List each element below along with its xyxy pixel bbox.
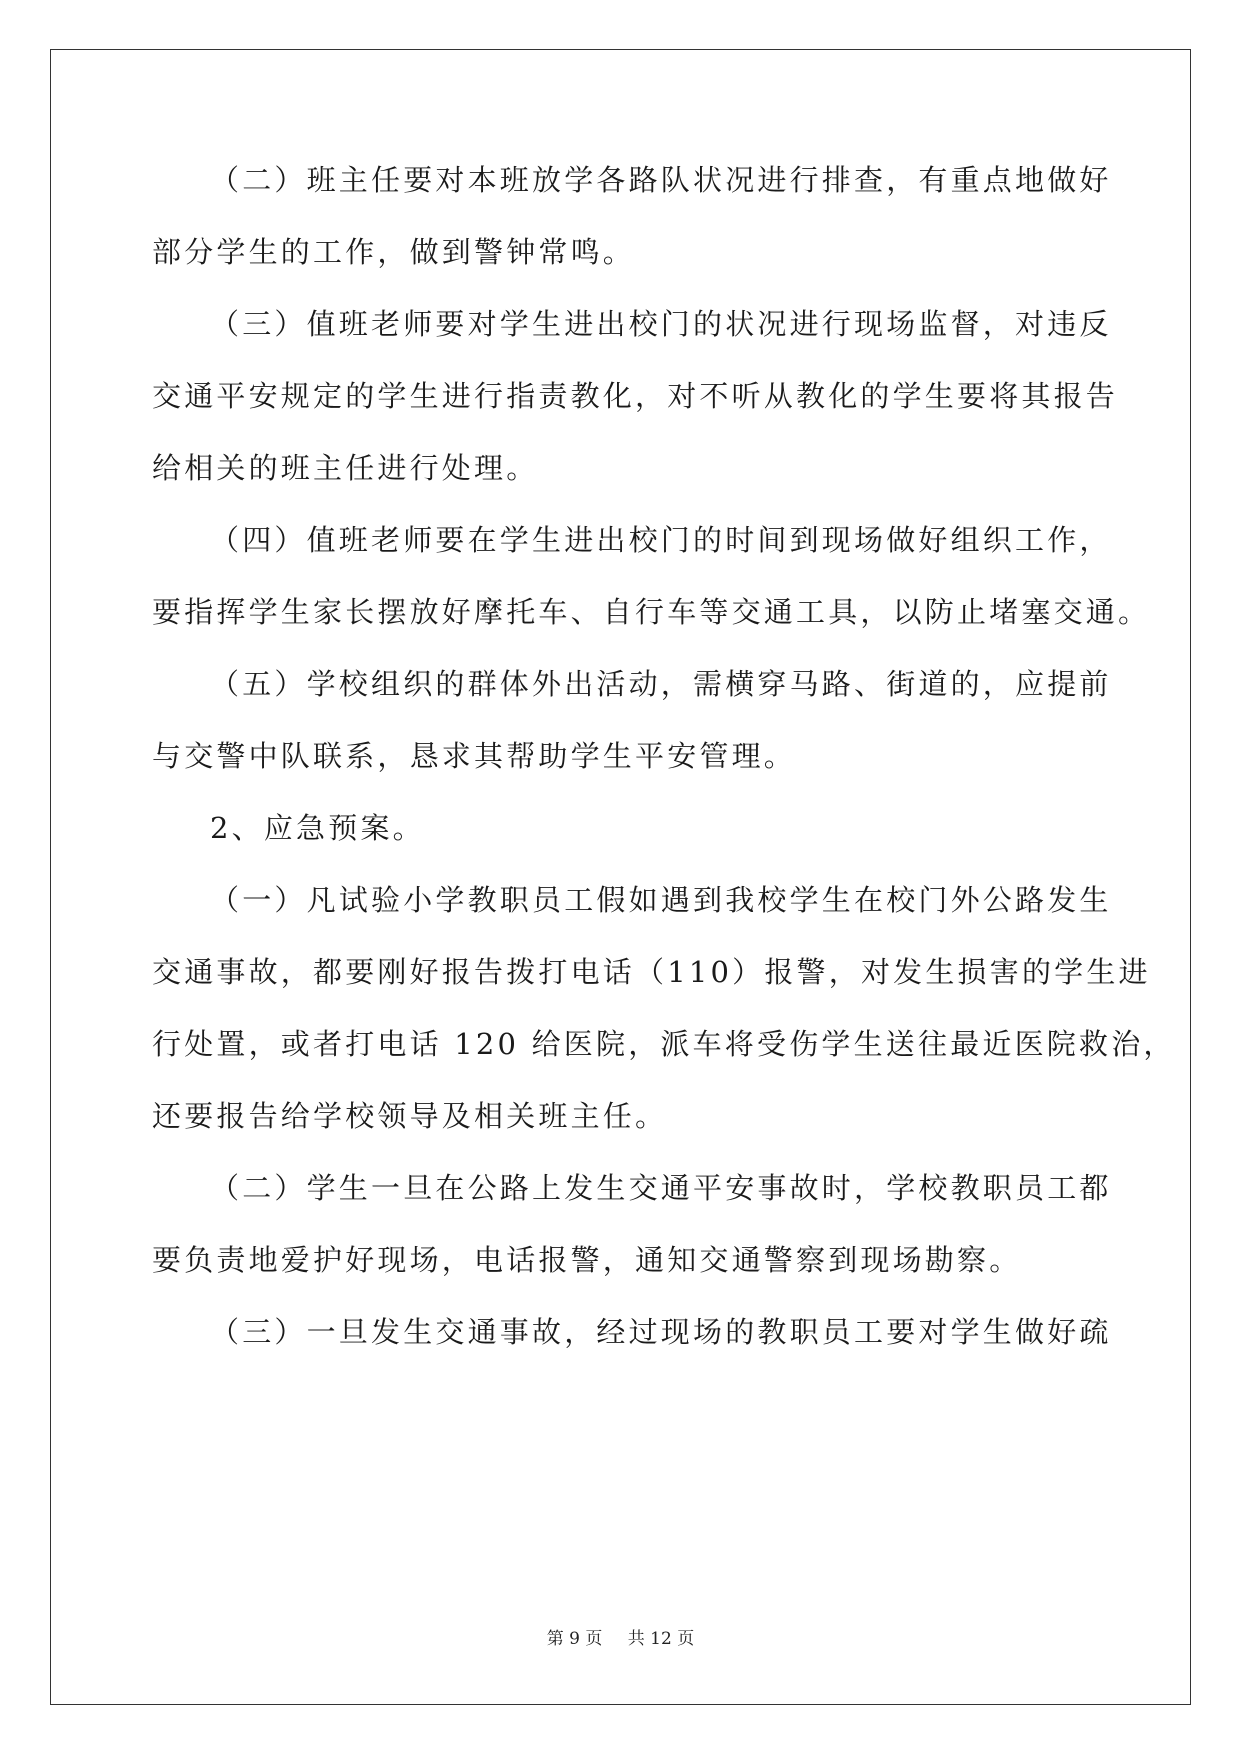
paragraph-line: 要指挥学生家长摆放好摩托车、自行车等交通工具，以防止堵塞交通。	[152, 595, 1151, 629]
paragraph-line: （二）学生一旦在公路上发生交通平安事故时，学校教职员工都	[210, 1171, 1112, 1205]
paragraph-line: （四）值班老师要在学生进出校门的时间到现场做好组织工作，	[210, 523, 1112, 557]
paragraph-line: （一）凡试验小学教职员工假如遇到我校学生在校门外公路发生	[210, 883, 1112, 917]
page-number-current: 第 9 页	[546, 1629, 603, 1649]
paragraph-line: 行处置，或者打电话 120 给医院，派车将受伤学生送往最近医院救治，	[152, 1027, 1176, 1061]
paragraph-line: 交通平安规定的学生进行指责教化，对不听从教化的学生要将其报告	[152, 379, 1119, 413]
paragraph-line: （三）一旦发生交通事故，经过现场的教职员工要对学生做好疏	[210, 1315, 1112, 1349]
paragraph-line: 还要报告给学校领导及相关班主任。	[152, 1099, 668, 1133]
page-number-total: 共 12 页	[627, 1629, 695, 1649]
page-footer	[0, 1624, 1241, 1649]
paragraph-line: （三）值班老师要对学生进出校门的状况进行现场监督，对违反	[210, 307, 1112, 341]
paragraph-line: （五）学校组织的群体外出活动，需横穿马路、街道的，应提前	[210, 667, 1112, 701]
page-border	[50, 49, 1191, 1705]
paragraph-line: 交通事故，都要刚好报告拨打电话（110）报警，对发生损害的学生进	[152, 955, 1151, 989]
paragraph-line: 要负责地爱护好现场，电话报警，通知交通警察到现场勘察。	[152, 1243, 1022, 1277]
paragraph-line: 与交警中队联系，恳求其帮助学生平安管理。	[152, 739, 797, 773]
section-heading: 2、应急预案。	[210, 811, 425, 845]
paragraph-line: （二）班主任要对本班放学各路队状况进行排查，有重点地做好	[210, 163, 1112, 197]
paragraph-line: 给相关的班主任进行处理。	[152, 451, 539, 485]
paragraph-line: 部分学生的工作，做到警钟常鸣。	[152, 235, 636, 269]
